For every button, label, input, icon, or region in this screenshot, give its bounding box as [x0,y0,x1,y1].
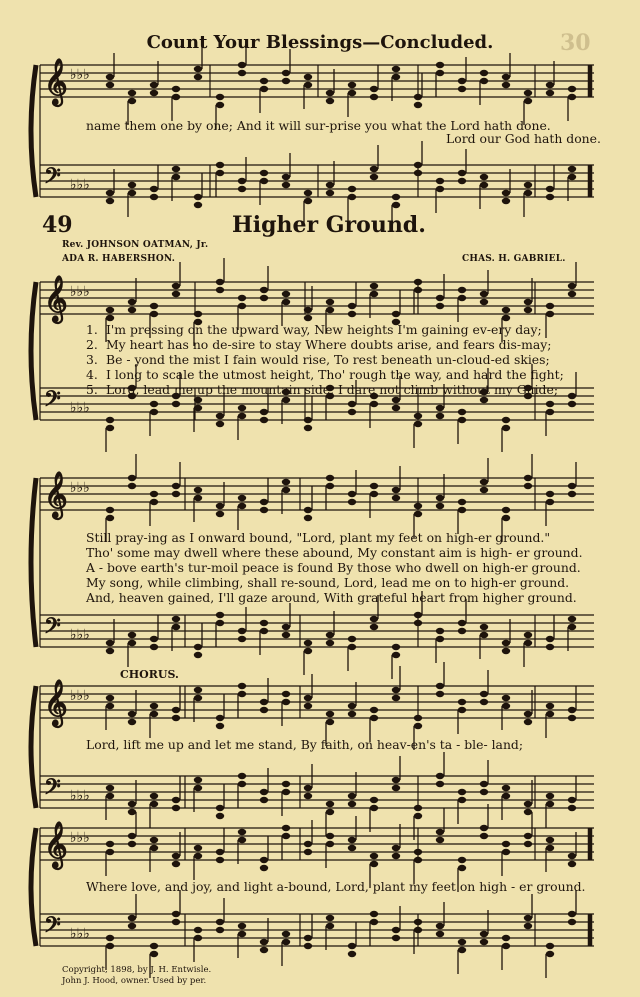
composer-credit: CHAS. H. GABRIEL. [462,254,566,264]
flat-key-signature-icon: ♭♭♭ [70,788,90,804]
verse-line: My heart has no de-sire to stay Where doubts arise, and fears dis-may; [106,337,552,352]
copyright-line-2: John J. Hood, owner. Used by per. [62,976,207,986]
verse-line: A - bove earth's tur-moil peace is found By those who dwell on high-er ground. [86,560,581,575]
treble-clef-icon: 𝄞 [44,679,68,726]
page-number: 30 [560,30,591,56]
bass-clef-icon: 𝄢 [44,614,61,644]
verse-number: 4. [86,367,98,382]
verse-line: I'm pressing on the upward way, New heights I'm gaining ev-ery day; [106,322,542,337]
hymn-title: Higher Ground. [232,212,426,238]
chorus-lyric-line-2: Where love, and joy, and light a-bound, Lord, plant my feet on high - er ground. [86,879,586,894]
lyricist-credit: Rev. JOHNSON OATMAN, Jr. [62,240,209,250]
flat-key-signature-icon: ♭♭♭ [70,67,90,83]
verse-number: 5. [86,382,98,397]
concluded-title: Count Your Blessings—Concluded. [146,32,494,53]
treble-clef-icon: 𝄞 [44,821,68,868]
chorus-lyric-line-1: Lord, lift me up and let me stand, By faith, on heav-en's ta - ble- land; [86,737,524,752]
verse-line: And, heaven gained, I'll gaze around, With grateful heart from higher ground. [86,590,577,605]
flat-key-signature-icon: ♭♭♭ [70,177,90,193]
verse-line: My song, while climbing, shall re-sound, Lord, lead me on to high-er ground. [86,575,570,590]
treble-clef-icon: 𝄞 [44,58,68,105]
verse-number: 2. [86,337,98,352]
treble-clef-icon: 𝄞 [44,471,68,518]
arranger-credit: ADA R. HABERSHON. [62,254,176,264]
verse-line: Be - yond the mist I fain would rise, To rest beneath un-cloud-ed skies; [106,352,550,367]
flat-key-signature-icon: ♭♭♭ [70,400,90,416]
flat-key-signature-icon: ♭♭♭ [70,688,90,704]
hymn-number: 49 [42,212,73,238]
verse-number: 1. [86,322,98,337]
verse-line: Lord, lead me up the mountain side, I dare not climb without my Guide; [106,382,558,397]
copyright-line-1: Copyright, 1898, by J. H. Entwisle. [62,965,212,975]
flat-key-signature-icon: ♭♭♭ [70,480,90,496]
flat-key-signature-icon: ♭♭♭ [70,830,90,846]
treble-clef-icon: 𝄞 [44,275,68,322]
flat-key-signature-icon: ♭♭♭ [70,926,90,942]
chorus-label: CHORUS. [120,668,179,681]
bass-clef-icon: 𝄢 [44,775,61,805]
flat-key-signature-icon: ♭♭♭ [70,627,90,643]
concluded-lyric-line-2: Lord our God hath done. [446,131,601,146]
bass-clef-icon: 𝄢 [44,387,61,417]
bass-clef-icon: 𝄢 [44,913,61,943]
flat-key-signature-icon: ♭♭♭ [70,284,90,300]
verse-line: Tho' some may dwell where these abound, My constant aim is high- er ground. [86,545,583,560]
verse-line: I long to scale the utmost height, Tho' rough the way, and hard the fight; [106,367,564,382]
bass-clef-icon: 𝄢 [44,164,61,194]
concluded-lyric-line: name them one by one; And it will sur-prise you what the Lord hath done. [86,118,551,133]
verse-line: Still pray-ing as I onward bound, "Lord, plant my feet on high-er ground." [86,530,551,545]
verse-number: 3. [86,352,98,367]
